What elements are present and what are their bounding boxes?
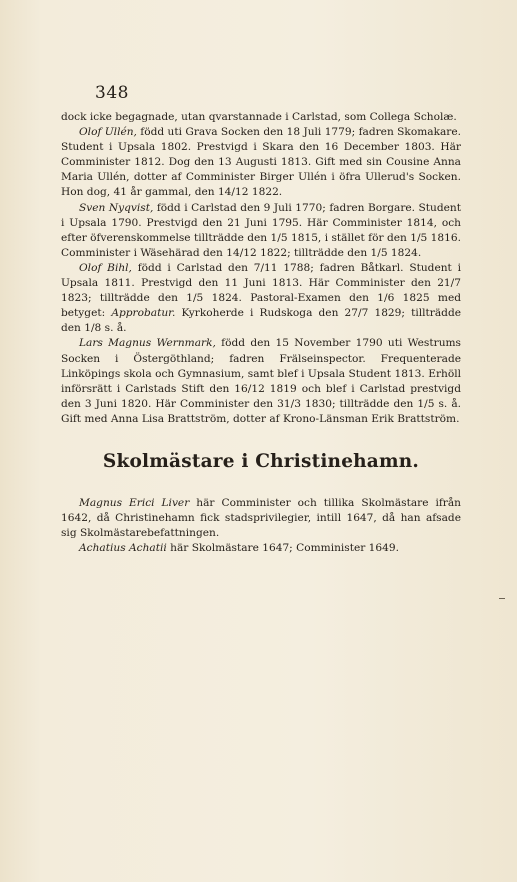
entry-text: här Skolmästare 1647; Comminister 1649. xyxy=(166,542,400,555)
margin-mark xyxy=(499,598,505,599)
entry-text: född i Carlstad den 7/11 1788; fadren Båtkarl. Student i Upsala 1811. Prestvigd den 11 Juni 1813. Här Comminister den 21/7 1823; tillträdde den 1/5 1824. Pastoral-Examen den 1/6 1825 med betyget: xyxy=(61,261,461,320)
page-number: 348 xyxy=(95,83,129,103)
entry-name: Sven Nyqvist, xyxy=(79,201,154,214)
section-heading: Skolmästare i Christinehamn. xyxy=(102,450,420,472)
entry-text-continued: Kyrkoherde i Rudskoga den 27/7 1829; tillträdde den 1/8 s. å. xyxy=(61,307,461,335)
entry-achatius-achatii xyxy=(61,541,461,556)
entry-text: född den 15 November 1790 uti Westrums Socken i Östergöthland; fadren Frälseinspector. Frequenterade Linköpings skola och Gymnasium, samt blef i Upsala Student 1813. Erhöll införsrätt i Carlstads Stift den 16/12 1819 och blef i Carlstad prestvigd den 3 Juni 1820. Här Comminister den 31/3 1830; tillträdde den 1/5 s. å. Gift med Anna Lisa Brattström, dotter af Krono-Länsman Erik Brattström. xyxy=(61,337,461,425)
entry-name: Olof Bihl, xyxy=(79,261,132,274)
page-content xyxy=(61,110,461,556)
entry-text: född i Carlstad den 9 Juli 1770; fadren Borgare. Student i Upsala 1790. Prestvigd den 21 Juni 1795. Här Comminister 1814, och efter öfverenskommelse tillträdde den 1/5 1815, i stället för den 1/5 1816. Comminister i Wäsehärad den 14/12 1822; tillträdde den 1/5 1824. xyxy=(61,201,462,259)
entry-text: här Comminister och tillika Skolmästare ifrån 1642, då Christinehamn fick stadsprivilegier, intill 1647, då han afsade sig Skolmästarebefattningen. xyxy=(61,496,462,540)
entry-name: Lars Magnus Wernmark, xyxy=(79,337,216,350)
entry-lars-wernmark xyxy=(61,336,461,427)
entry-sven-nyqvist xyxy=(61,201,461,261)
entry-text: född uti Grava Socken den 18 Juli 1779; fadren Skomakare. Student i Upsala 1802. Prestvigd i Skara den 16 December 1803. Här Comminister 1812. Dog den 13 Augusti 1813. Gift med sin Cousine Anna Maria Ullén, dotter af Comminister Birger Ullén i öfra Ullerud's Socken. Hon dog, 41 år gammal, den 14/12 1822. xyxy=(61,126,462,199)
continued-paragraph: dock icke begagnade, utan qvarstannade i Carlstad, som Collega Scholæ. xyxy=(61,111,457,123)
entry-olof-bihl xyxy=(61,261,461,336)
entry-name: Magnus Erici Liver xyxy=(79,496,190,509)
entry-name: Achatius Achatii xyxy=(79,542,167,555)
entry-grade: Approbatur. xyxy=(111,307,176,320)
entry-olof-ullen xyxy=(61,125,461,200)
entry-magnus-liver xyxy=(61,496,461,541)
entry-name: Olof Ullén, xyxy=(79,126,137,139)
